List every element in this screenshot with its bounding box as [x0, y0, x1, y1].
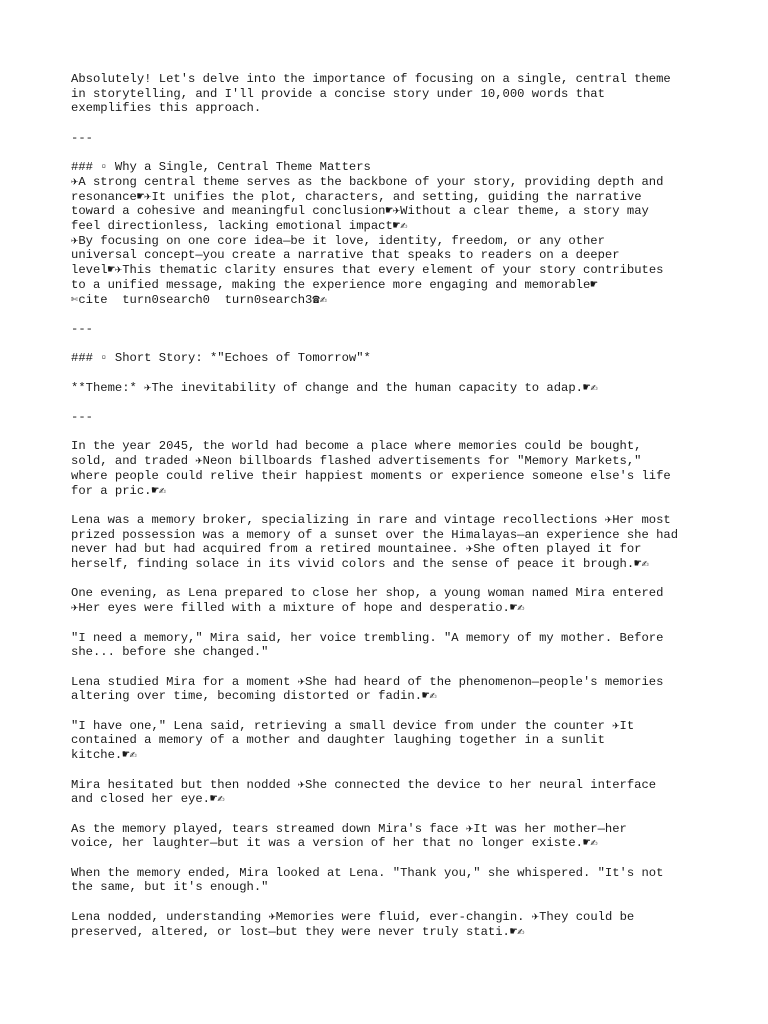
separator: --- [71, 410, 93, 425]
story-paragraph: In the year 2045, the world had become a place where memories could be bought, sold, and traded ✈Neon billboards flashed advertisements for "Memory Markets," where people could relive their happiest moments or experience someone else's life for a pric.☛✍ [71, 439, 671, 498]
document-body [71, 72, 711, 954]
story-paragraph: One evening, as Lena prepared to close her shop, a young woman named Mira entered ✈Her eyes were filled with a mixture of hope and desperatio.☛✍ [71, 586, 664, 616]
separator: --- [71, 321, 93, 336]
story-paragraph: Lena was a memory broker, specializing in rare and vintage recollections ✈Her most prized possession was a memory of a sunset over the Himalayas—an experience she had never had but had acquired from a retired mountainee. ✈She often played it for herself, finding solace in its vivid colors and the sense of peace it brough.☛✍ [71, 512, 679, 572]
story-paragraph: Mira hesitated but then nodded ✈She connected the device to her neural interface and closed her eye.☛✍ [71, 777, 657, 807]
story-theme-line: **Theme:* ✈The inevitability of change and the human capacity to adap.☛✍ [71, 380, 598, 395]
story-paragraph: Lena nodded, understanding ✈Memories were fluid, ever-changin. ✈They could be preserved, altered, or lost—but they were never truly stati.☛✍ [71, 909, 635, 939]
story-paragraph: As the memory played, tears streamed down Mira's face ✈It was her mother—her voice, her laughter—but it was a version of her that no longer existe.☛✍ [71, 821, 627, 851]
story-paragraph: Lena studied Mira for a moment ✈She had heard of the phenomenon—people's memories altering over time, becoming distorted or fadin.☛✍ [71, 674, 664, 704]
story-heading: ### ▫ Short Story: *"Echoes of Tomorrow"* [71, 351, 371, 366]
separator: --- [71, 130, 93, 145]
intro-paragraph: Absolutely! Let's delve into the importance of focusing on a single, central theme in storytelling, and I'll provide a concise story under 10,000 words that exemplifies this approach. [71, 72, 671, 116]
story-paragraph: "I have one," Lena said, retrieving a small device from under the counter ✈It contained a memory of a mother and daughter laughing together in a sunlit kitche.☛✍ [71, 718, 635, 763]
story-paragraph: "I need a memory," Mira said, her voice trembling. "A memory of my mother. Before she... before she changed." [71, 630, 664, 660]
story-paragraph: When the memory ended, Mira looked at Lena. "Thank you," she whispered. "It's not the same, but it's enough." [71, 865, 664, 895]
theme-section: ### ▫ Why a Single, Central Theme Matters ✈A strong central theme serves as the backbone of your story, providing depth and resonance☛✈It unifies the plot, characters, and setting, guiding the narrative toward a cohesive and meaningful conclusion☛✈Without a clear theme, a story may feel directionless, lacking emotional impact☛✍ ✈By focusing on one core idea—be it love, identity, freedom, or any other universal concept—you create a narrative that speaks to readers on a deeper level☛✈This thematic clarity ensures that every element of your story contributes to a unified message, making the experience more engaging and memorable☛ ✄cite turn0search0 turn0search3☎✍ [71, 160, 664, 307]
